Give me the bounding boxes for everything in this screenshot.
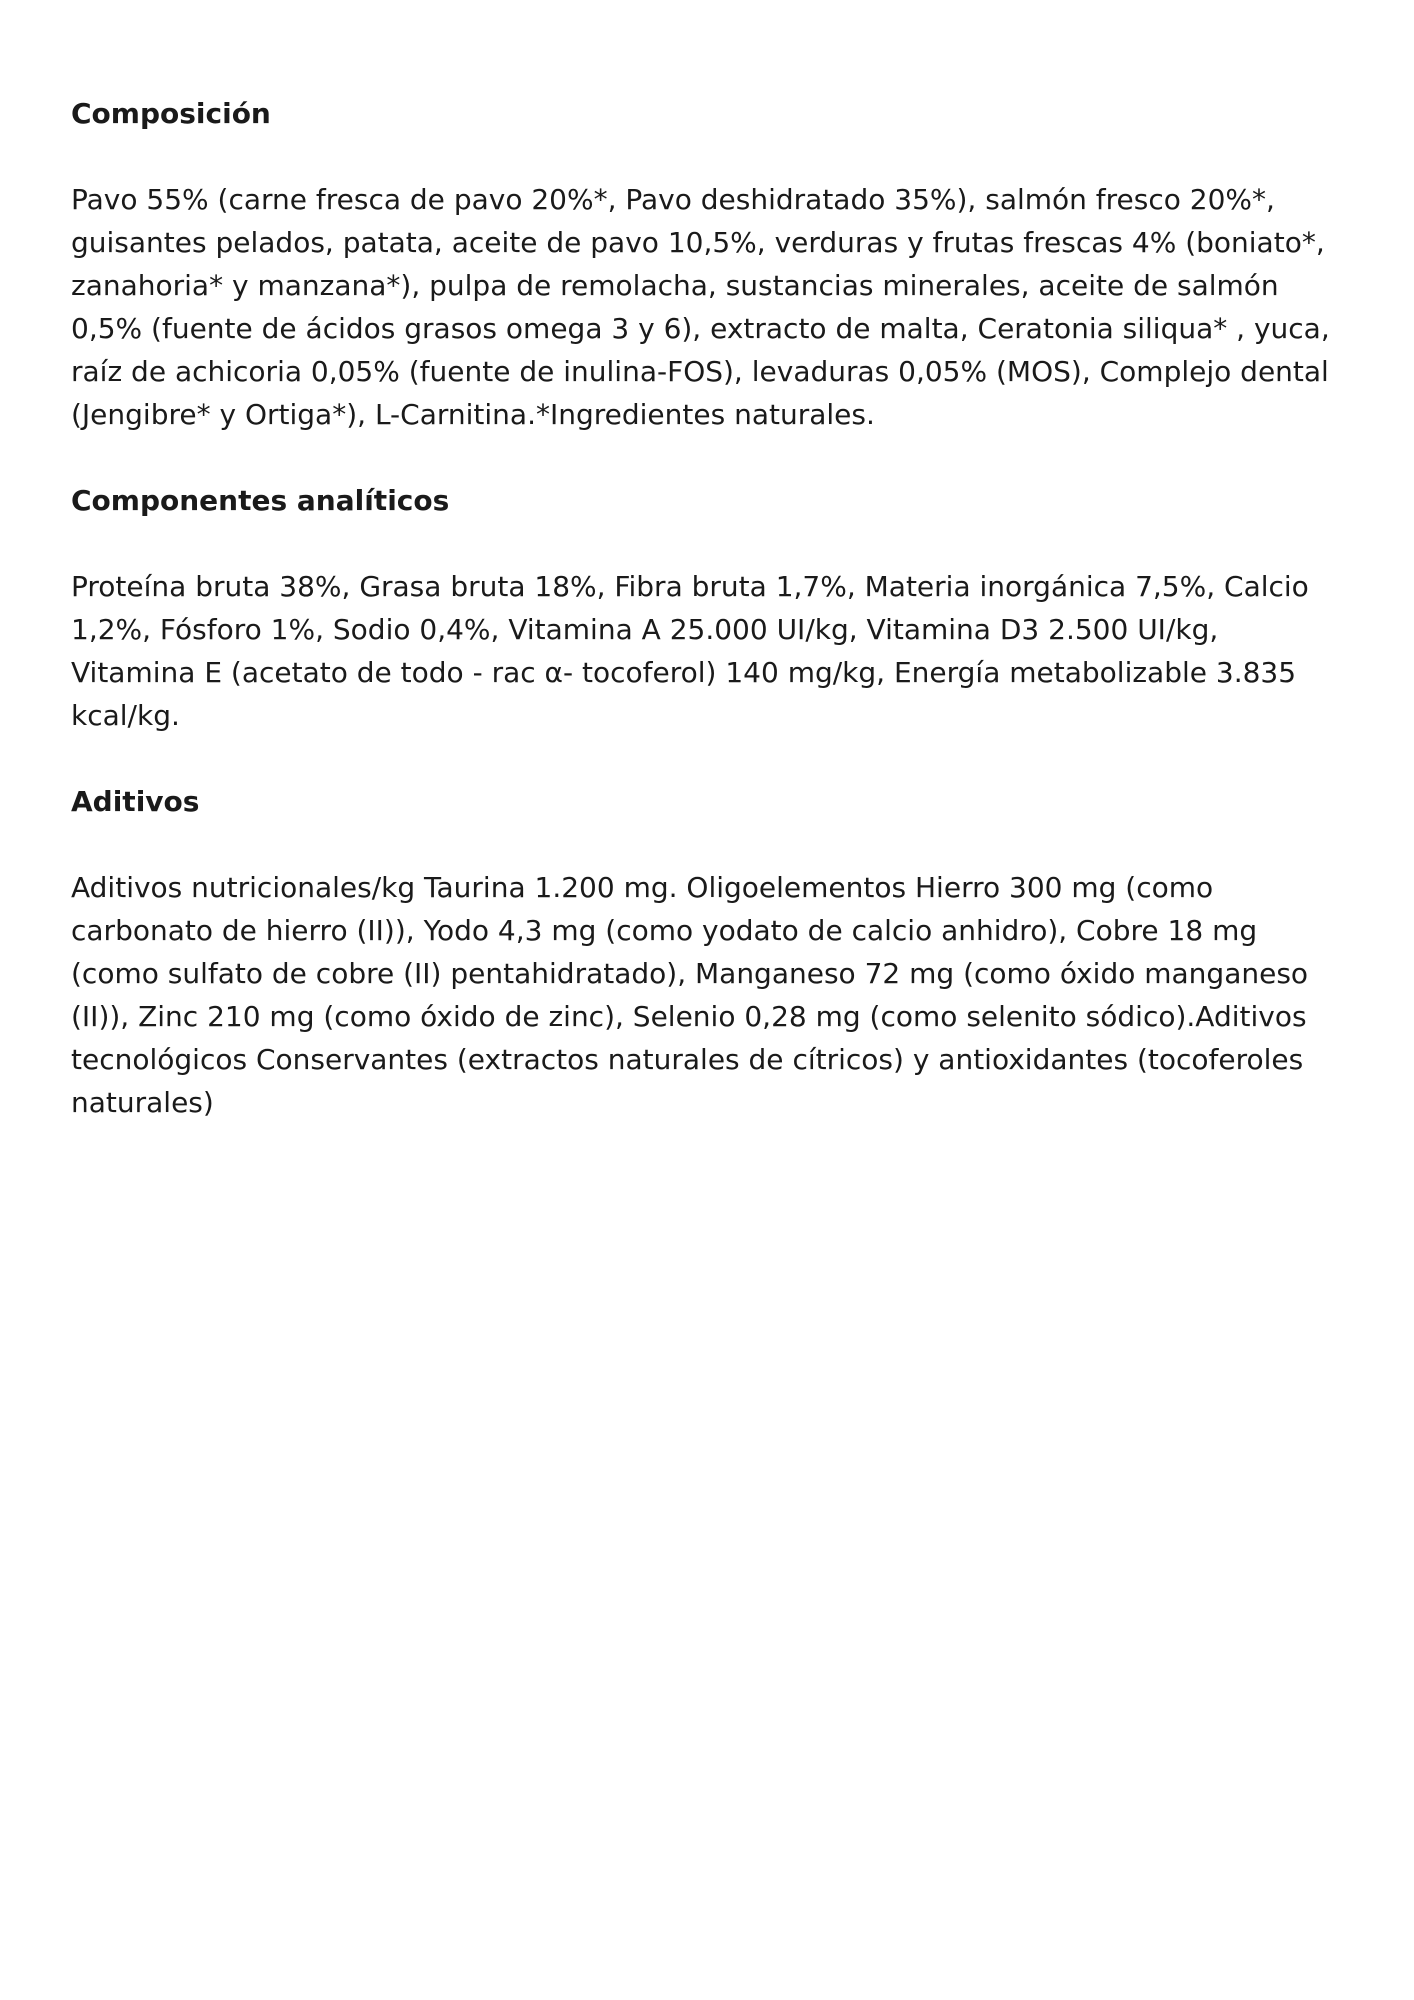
document-page bbox=[71, 92, 1351, 1124]
composition-section bbox=[71, 92, 1351, 479]
spacer bbox=[71, 823, 1351, 866]
additives-text: Aditivos nutricionales/kg Taurina 1.200 mg. Oligoelementos Hierro 300 mg (como carbonato de hierro (II)), Yodo 4,3 mg (como yodato de calcio anhidro), Cobre 18 mg (como sulfato de cobre (II) pentahidratado), Manganeso 72 mg (como óxido manganeso (II)), Zinc 210 mg (como óxido de zinc), Selenio 0,28 mg (como selenito sódico).Aditivos tecnológicos Conservantes (extractos naturales de cítricos) y antioxidantes (tocoferoles naturales) bbox=[71, 871, 1309, 1119]
spacer bbox=[71, 522, 1351, 565]
additives-section bbox=[71, 780, 1351, 1124]
additives-heading: Aditivos bbox=[71, 785, 200, 818]
composition-heading: Composición bbox=[71, 97, 271, 130]
analytical-components-heading: Componentes analíticos bbox=[71, 484, 450, 517]
analytical-components-section bbox=[71, 479, 1351, 780]
spacer bbox=[71, 436, 1351, 479]
analytical-components-text: Proteína bruta 38%, Grasa bruta 18%, Fibra bruta 1,7%, Materia inorgánica 7,5%, Calcio 1,2%, Fósforo 1%, Sodio 0,4%, Vitamina A 25.000 UI/kg, Vitamina D3 2.500 UI/kg, Vitamina E (acetato de todo - rac α- tocoferol) 140 mg/kg, Energía metabolizable 3.835 kcal/kg. bbox=[71, 570, 1309, 732]
spacer bbox=[71, 737, 1351, 780]
composition-text: Pavo 55% (carne fresca de pavo 20%*, Pavo deshidratado 35%), salmón fresco 20%*, guisantes pelados, patata, aceite de pavo 10,5%, verduras y frutas frescas 4% (boniato*, zanahoria* y manzana*), pulpa de remolacha, sustancias minerales, aceite de salmón 0,5% (fuente de ácidos grasos omega 3 y 6), extracto de malta, Ceratonia siliqua* , yuca, raíz de achicoria 0,05% (fuente de inulina-FOS), levaduras 0,05% (MOS), Complejo dental (Jengibre* y Ortiga*), L-Carnitina.*Ingredientes naturales. bbox=[71, 183, 1330, 431]
spacer bbox=[71, 135, 1351, 178]
